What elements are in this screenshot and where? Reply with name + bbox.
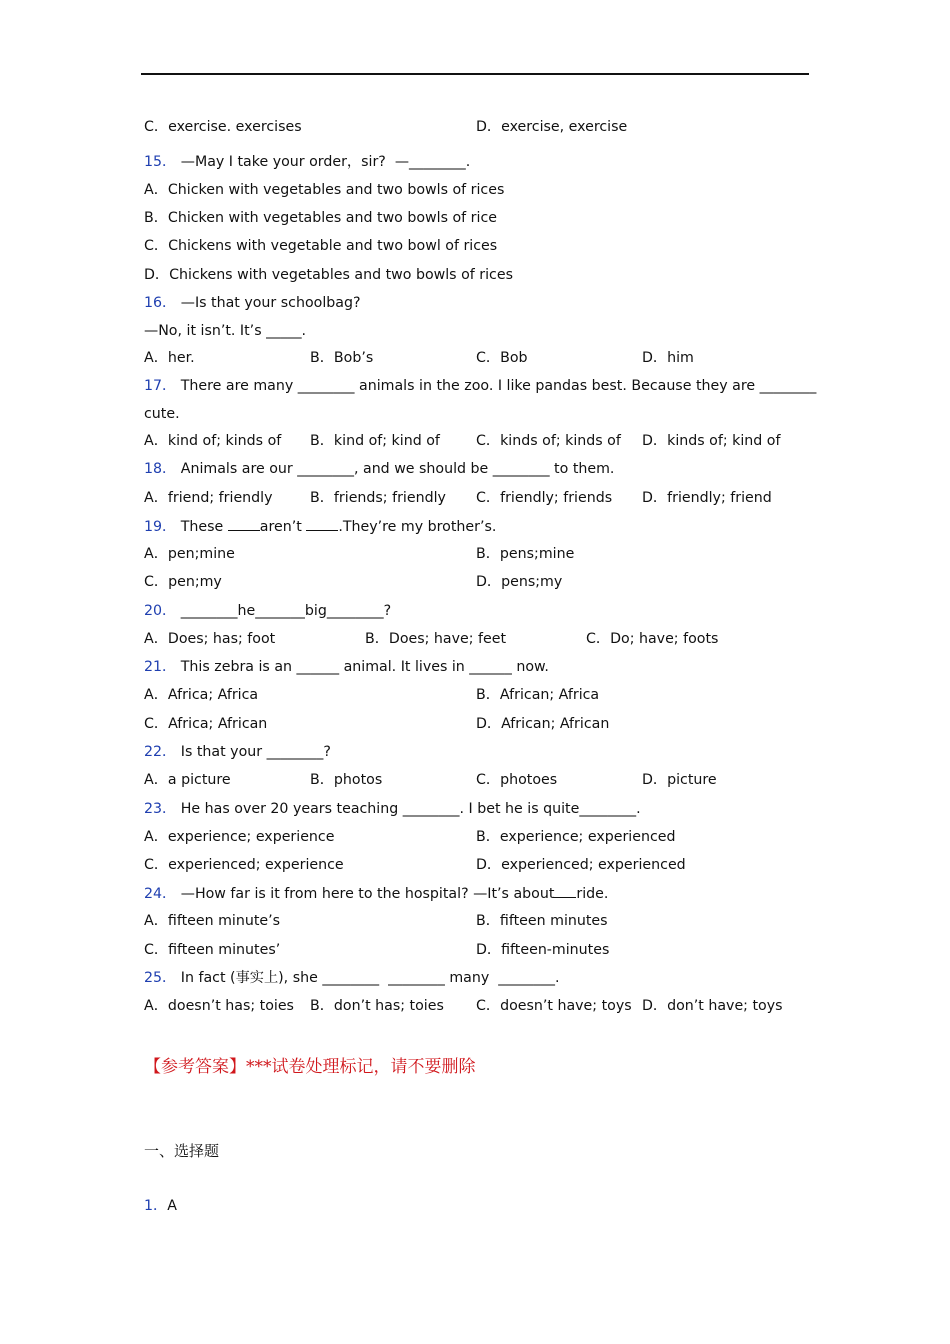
q25-text-b: ), she ________ ________ many ________.	[278, 970, 560, 986]
q15-text: —May I take your order，sir? —________.	[180, 154, 471, 170]
q24-option-b: B．fifteen minutes	[476, 913, 608, 929]
q16-option-b: B．Bob’s	[310, 350, 374, 366]
section-title: 一、选择题	[144, 1142, 220, 1160]
q25-text-a: In fact (	[180, 970, 236, 986]
q22-option-c: C．photoes	[476, 772, 558, 788]
q15-option-b: B．Chicken with vegetables and two bowls of rice	[144, 210, 497, 226]
q16-number: 16．	[144, 295, 177, 311]
q22-stem	[144, 742, 331, 762]
q19-blank-2	[306, 516, 338, 531]
q17-option-a: A．kind of; kinds of	[144, 433, 282, 449]
q20-stem	[144, 601, 391, 621]
answer-1-value: A	[167, 1198, 177, 1214]
q16-stem	[144, 293, 361, 313]
q14-option-d: D．exercise, exercise	[476, 119, 628, 135]
q23-option-d: D．experienced; experienced	[476, 857, 686, 873]
q14-option-c: C．exercise. exercises	[144, 119, 302, 135]
q22-option-d: D．picture	[642, 772, 717, 788]
q15-option-d: D．Chickens with vegetables and two bowls of rices	[144, 267, 513, 283]
q19-option-b: B．pens;mine	[476, 546, 575, 562]
q23-text: He has over 20 years teaching ________. I bet he is quite________.	[180, 801, 641, 817]
q20-text: ________he_______big________?	[180, 603, 392, 619]
q22-option-a: A．a picture	[144, 772, 231, 788]
q25-option-c: C．doesn’t have; toys	[476, 998, 632, 1014]
q18-number: 18．	[144, 461, 177, 477]
q17-option-b: B．kind of; kind of	[310, 433, 440, 449]
q18-option-c: C．friendly; friends	[476, 490, 613, 506]
q20-option-a: A．Does; has; foot	[144, 631, 276, 647]
q19-text-b: aren’t	[259, 519, 307, 535]
q25-number: 25．	[144, 970, 177, 986]
q24-option-c: C．fifteen minutes’	[144, 942, 281, 958]
q18-option-d: D．friendly; friend	[642, 490, 772, 506]
q21-text: This zebra is an ______ animal. It lives in ______ now.	[180, 659, 549, 675]
q25-option-d: D．don’t have; toys	[642, 998, 783, 1014]
q23-stem	[144, 799, 641, 819]
answer-1	[144, 1195, 177, 1215]
q22-option-b: B．photos	[310, 772, 383, 788]
q25-option-a: A．doesn’t has; toies	[144, 998, 294, 1014]
q25-text-cn: 事实上	[235, 970, 279, 986]
q19-text-c: .They’re my brother’s.	[338, 519, 497, 535]
q25-option-b: B．don’t has; toies	[310, 998, 444, 1014]
q21-stem	[144, 657, 549, 677]
q22-number: 22．	[144, 744, 177, 760]
q17-option-c: C．kinds of; kinds of	[476, 433, 621, 449]
q16-stem2: —No, it isn’t. It’s _____.	[144, 323, 307, 339]
q20-number: 20．	[144, 603, 177, 619]
q21-number: 21．	[144, 659, 177, 675]
q24-text-b: ride.	[576, 886, 609, 902]
q19-number: 19．	[144, 519, 177, 535]
q17-option-d: D．kinds of; kind of	[642, 433, 781, 449]
q15-option-a: A．Chicken with vegetables and two bowls of rices	[144, 182, 505, 198]
q21-option-a: A．Africa; Africa	[144, 687, 259, 703]
answer-1-number: 1．	[144, 1198, 168, 1214]
q24-option-a: A．fifteen minute’s	[144, 913, 281, 929]
q22-text: Is that your ________?	[180, 744, 331, 760]
q16-option-d: D．him	[642, 350, 694, 366]
q16-option-c: C．Bob	[476, 350, 528, 366]
q24-blank	[554, 883, 576, 898]
q19-option-a: A．pen;mine	[144, 546, 235, 562]
q24-option-d: D．fifteen-minutes	[476, 942, 610, 958]
q16-text: —Is that your schoolbag?	[180, 295, 361, 311]
q23-number: 23．	[144, 801, 177, 817]
q19-option-c: C．pen;my	[144, 574, 222, 590]
q19-option-d: D．pens;my	[476, 574, 563, 590]
q19-text-a: These	[180, 519, 228, 535]
q17-number: 17．	[144, 378, 177, 394]
q18-option-b: B．friends; friendly	[310, 490, 446, 506]
q21-option-d: D．African; African	[476, 716, 610, 732]
q23-option-a: A．experience; experience	[144, 829, 335, 845]
q24-stem	[144, 883, 608, 904]
q21-option-c: C．Africa; African	[144, 716, 268, 732]
q18-text: Animals are our ________, and we should be ________ to them.	[180, 461, 615, 477]
q15-option-c: C．Chickens with vegetable and two bowl of rices	[144, 238, 498, 254]
q17-stem	[144, 376, 816, 396]
q23-option-c: C．experienced; experience	[144, 857, 344, 873]
q19-stem	[144, 516, 496, 537]
q25-stem	[144, 968, 560, 988]
q17-stem2: cute.	[144, 406, 180, 422]
q21-option-b: B．African; Africa	[476, 687, 600, 703]
q23-option-b: B．experience; experienced	[476, 829, 676, 845]
answer-key-header: 【参考答案】***试卷处理标记，请不要删除	[144, 1057, 476, 1077]
q18-option-a: A．friend; friendly	[144, 490, 273, 506]
q17-text: There are many ________ animals in the zoo. I like pandas best. Because they are ________	[180, 378, 817, 394]
q18-stem	[144, 459, 614, 479]
q16-option-a: A．her.	[144, 350, 195, 366]
q19-blank-1	[228, 516, 260, 531]
q15-stem	[144, 152, 470, 172]
top-rule	[141, 73, 809, 75]
q20-option-b: B．Does; have; feet	[365, 631, 507, 647]
q24-number: 24．	[144, 886, 177, 902]
q15-number: 15．	[144, 154, 177, 170]
q20-option-c: C．Do; have; foots	[586, 631, 719, 647]
q24-text-a: —How far is it from here to the hospital? —It’s about	[180, 886, 555, 902]
